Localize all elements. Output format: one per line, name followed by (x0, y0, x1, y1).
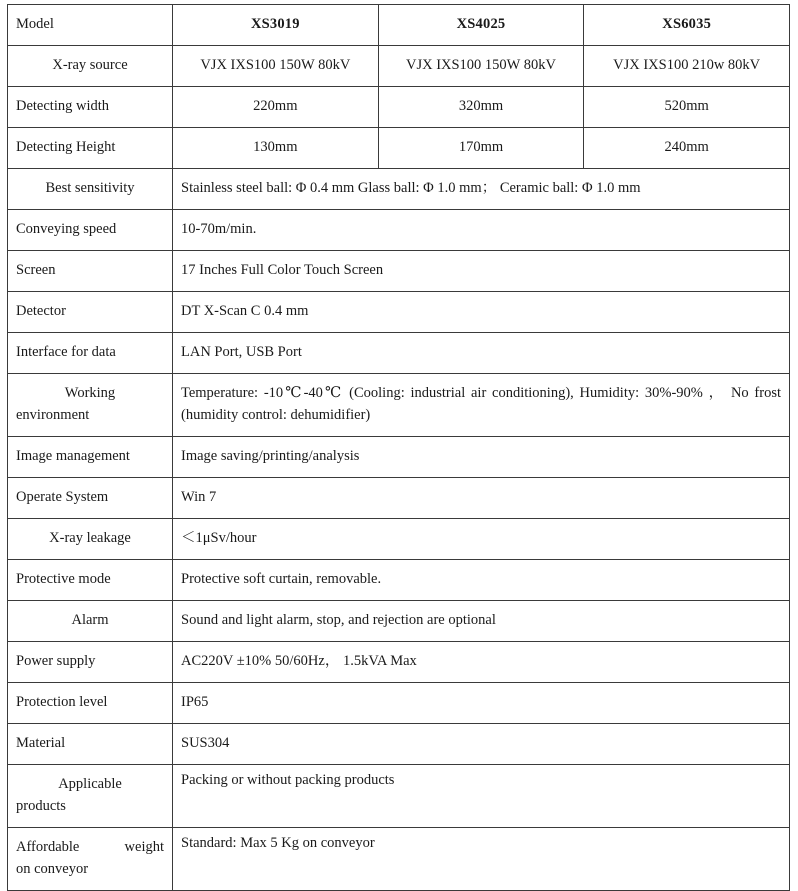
cell-detecting-height-xs3019: 130mm (173, 128, 379, 169)
cell-operate-system-value: Win 7 (173, 478, 790, 519)
row-label-alarm: Alarm (8, 601, 173, 642)
row-label-applicable-products-line2: products (16, 798, 66, 814)
row-label-best-sensitivity: Best sensitivity (8, 169, 173, 210)
cell-x-ray-source-xs3019: VJX IXS100 150W 80kV (173, 46, 379, 87)
row-label-detecting-height: Detecting Height (8, 128, 173, 169)
cell-x-ray-leakage-value: ＜1μSv/hour (173, 519, 790, 560)
row-label-protective-mode: Protective mode (8, 560, 173, 601)
table-row (8, 251, 790, 292)
row-label-power-supply: Power supply (8, 642, 173, 683)
specification-table-container (7, 4, 790, 891)
cell-working-environment-value (173, 374, 790, 437)
row-label-x-ray-leakage: X-ray leakage (8, 519, 173, 560)
cell-alarm-value: Sound and light alarm, stop, and rejection are optional (173, 601, 790, 642)
cell-screen-value: 17 Inches Full Color Touch Screen (173, 251, 790, 292)
table-row (8, 683, 790, 724)
row-label-working-environment-line1: Working (64, 385, 116, 402)
cell-interface-for-data-value: LAN Port, USB Port (173, 333, 790, 374)
row-label-x-ray-source: X-ray source (8, 46, 173, 87)
table-row (8, 724, 790, 765)
row-label-working-environment-line2: environment (16, 407, 90, 423)
row-label-affordable-weight-on-conveyor (8, 828, 173, 891)
cell-x-ray-source-xs6035: VJX IXS100 210w 80kV (584, 46, 790, 87)
cell-protective-mode-value: Protective soft curtain, removable. (173, 560, 790, 601)
table-row (8, 519, 790, 560)
table-row (8, 292, 790, 333)
header-model-xs4025: XS4025 (378, 5, 584, 46)
row-label-interface-for-data: Interface for data (8, 333, 173, 374)
cell-working-environment-line2: (humidity control: dehumidifier) (181, 407, 371, 423)
row-label-working-environment (8, 374, 173, 437)
table-row (8, 478, 790, 519)
table-row (8, 437, 790, 478)
cell-conveying-speed-value: 10-70m/min. (173, 210, 790, 251)
row-label-screen: Screen (8, 251, 173, 292)
cell-power-supply-value: AC220V ±10% 50/60Hz， 1.5kVA Max (173, 642, 790, 683)
row-label-applicable-products-line1: Applicable (58, 776, 122, 793)
row-label-affordable-weight-line2: on conveyor (16, 861, 89, 877)
cell-working-environment-line1: Temperature: -10℃-40℃ (Cooling: industrial air conditioning), Humidity: 30%-90% ， No frost (181, 385, 781, 402)
table-row (8, 374, 790, 437)
table-header-row (8, 5, 790, 46)
specification-table (7, 4, 790, 891)
cell-x-ray-source-xs4025: VJX IXS100 150W 80kV (378, 46, 584, 87)
cell-detecting-width-xs4025: 320mm (378, 87, 584, 128)
table-row (8, 828, 790, 891)
row-label-conveying-speed: Conveying speed (8, 210, 173, 251)
cell-material-value: SUS304 (173, 724, 790, 765)
table-row (8, 87, 790, 128)
table-row (8, 46, 790, 87)
cell-affordable-weight-value: Standard: Max 5 Kg on conveyor (173, 828, 790, 891)
row-label-affordable-weight-line1: Affordable weight (16, 839, 164, 856)
table-row (8, 210, 790, 251)
row-label-detector: Detector (8, 292, 173, 333)
table-row (8, 560, 790, 601)
table-row (8, 765, 790, 828)
row-label-protection-level: Protection level (8, 683, 173, 724)
table-row (8, 333, 790, 374)
cell-detecting-width-xs6035: 520mm (584, 87, 790, 128)
cell-detecting-height-xs6035: 240mm (584, 128, 790, 169)
cell-best-sensitivity-value: Stainless steel ball: Φ 0.4 mm Glass ball: Φ 1.0 mm； Ceramic ball: Φ 1.0 mm (173, 169, 790, 210)
table-row (8, 642, 790, 683)
cell-protection-level-value: IP65 (173, 683, 790, 724)
cell-image-management-value: Image saving/printing/analysis (173, 437, 790, 478)
cell-detecting-height-xs4025: 170mm (378, 128, 584, 169)
header-label-model: Model (8, 5, 173, 46)
header-model-xs3019: XS3019 (173, 5, 379, 46)
row-label-applicable-products (8, 765, 173, 828)
cell-detector-value: DT X-Scan C 0.4 mm (173, 292, 790, 333)
table-row (8, 169, 790, 210)
cell-applicable-products-value: Packing or without packing products (173, 765, 790, 828)
row-label-image-management: Image management (8, 437, 173, 478)
table-row (8, 128, 790, 169)
row-label-material: Material (8, 724, 173, 765)
row-label-operate-system: Operate System (8, 478, 173, 519)
table-row (8, 601, 790, 642)
header-model-xs6035: XS6035 (584, 5, 790, 46)
row-label-detecting-width: Detecting width (8, 87, 173, 128)
cell-detecting-width-xs3019: 220mm (173, 87, 379, 128)
